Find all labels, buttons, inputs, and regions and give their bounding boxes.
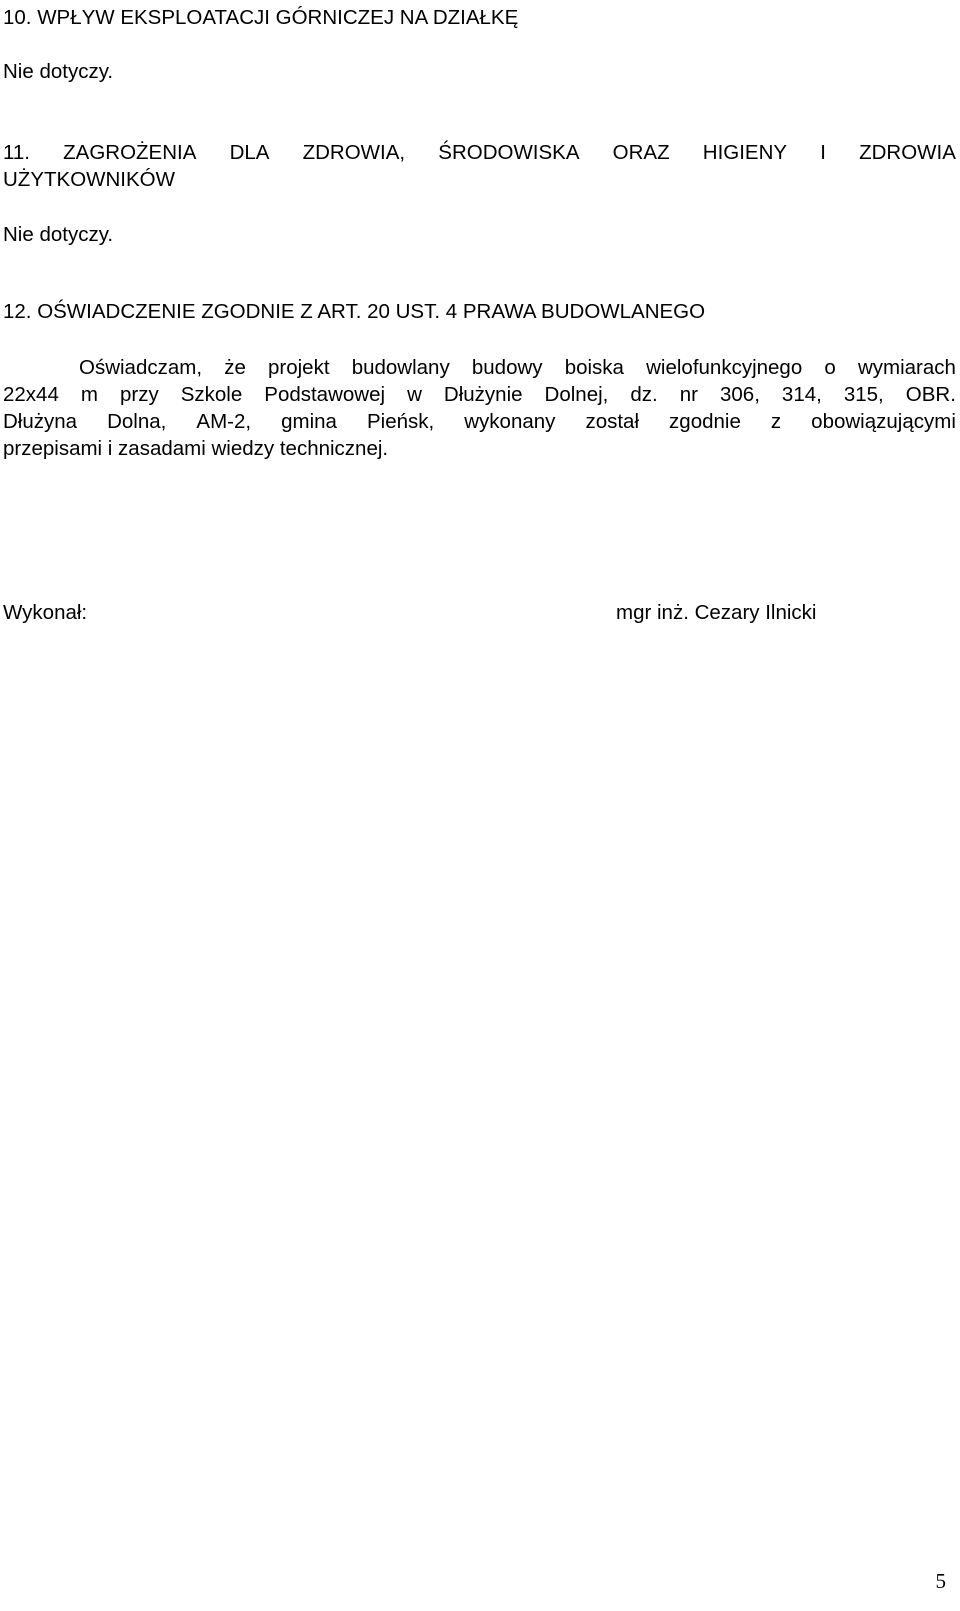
paragraph-line-2 [3,381,956,408]
heading-word: DLA [229,141,270,164]
paragraph-word: m [80,383,98,406]
section-10-body: Nie dotyczy. [3,60,114,83]
paragraph-word: boiska [564,356,624,379]
heading-word: ZDROWIA, [302,141,406,164]
paragraph-word: o [824,356,836,379]
paragraph-word: nr [679,383,698,406]
paragraph-word: Dolnej, [544,383,609,406]
paragraph-word: w [407,383,422,406]
paragraph-word: zgodnie [669,410,741,433]
page-number: 5 [935,1569,946,1593]
paragraph-word: budowlany [351,356,450,379]
paragraph-word: wymiarach [857,356,956,379]
section-10-heading: 10. WPŁYW EKSPLOATACJI GÓRNICZEJ NA DZIAŁKĘ [3,6,519,29]
paragraph-word: AM-2, [196,410,252,433]
paragraph-word: Dłużyna [3,410,78,433]
paragraph-word: OBR. [905,383,956,406]
signature-label: Wykonał: [3,601,88,624]
section-12-paragraph [3,354,956,462]
paragraph-word: Pieńsk, [366,410,435,433]
paragraph-word: przy [119,383,159,406]
paragraph-word: Dłużynie [443,383,523,406]
paragraph-word: budowy [471,356,543,379]
paragraph-word: 315, [843,383,884,406]
paragraph-word: gmina [281,410,337,433]
heading-word: ZAGROŻENIA [63,141,197,164]
paragraph-word: dz. [630,383,658,406]
paragraph-word: Dolna, [107,410,167,433]
paragraph-line-3 [3,408,956,435]
heading-word: 11. [3,141,30,164]
heading-word: ORAZ [612,141,670,164]
heading-word: ZDROWIA [859,141,956,164]
heading-word: HIGIENY [702,141,788,164]
paragraph-line-1 [3,354,956,381]
paragraph-word: 306, [720,383,760,406]
paragraph-word: projekt [268,356,330,379]
paragraph-word: że [224,356,246,379]
paragraph-word: wielofunkcyjnego [646,356,803,379]
paragraph-word: przepisami i zasadami wiedzy technicznej. [3,437,389,460]
paragraph-word: 22x44 [3,383,59,406]
paragraph-word: został [585,410,640,433]
section-11-heading-line-2 [3,166,956,193]
paragraph-word: obowiązującymi [811,410,956,433]
paragraph-word: 314, [781,383,822,406]
signature-name: mgr inż. Cezary Ilnicki [616,601,817,624]
paragraph-word: Szkole [180,383,243,406]
heading-word: ŚRODOWISKA [438,141,580,164]
paragraph-word: Oświadczam, [79,356,203,379]
section-12-heading: 12. OŚWIADCZENIE ZGODNIE Z ART. 20 UST. 4 PRAWA BUDOWLANEGO [3,300,706,323]
paragraph-line-4 [3,435,956,462]
heading-word: UŻYTKOWNIKÓW [3,168,175,191]
section-11-heading-line-1 [3,139,956,166]
paragraph-word: Podstawowej [264,383,386,406]
heading-word: I [820,141,826,164]
paragraph-word: z [770,410,782,433]
section-11-heading [3,139,956,193]
section-11-body: Nie dotyczy. [3,223,114,246]
paragraph-word: wykonany [464,410,556,433]
